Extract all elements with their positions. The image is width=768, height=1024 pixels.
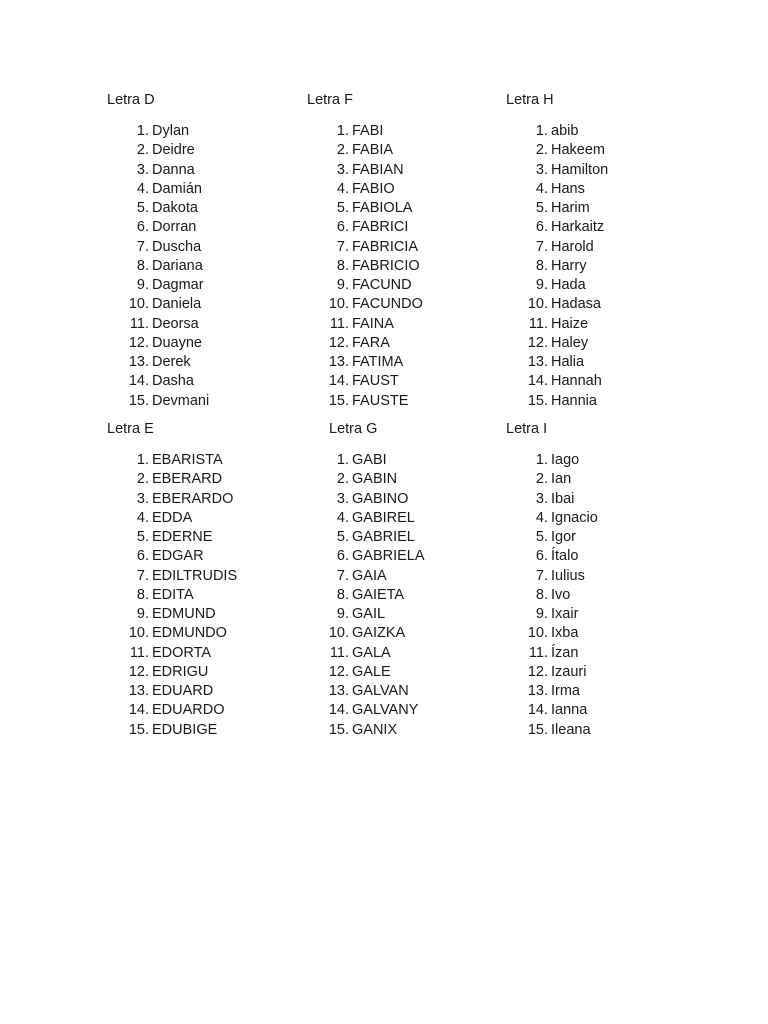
item-name: GABIN <box>352 471 398 488</box>
item-name: Haize <box>551 315 589 332</box>
item-number: 3. <box>136 161 149 178</box>
list-item <box>307 353 507 372</box>
item-name: Devmani <box>152 392 210 409</box>
item-name: Dasha <box>152 373 194 390</box>
list-item <box>107 490 307 509</box>
item-number: 15. <box>328 721 349 738</box>
list-item <box>307 663 507 682</box>
item-number: 13. <box>328 354 349 370</box>
item-number: 4. <box>535 180 548 197</box>
list-item <box>107 624 307 643</box>
item-name: FAUST <box>352 373 399 390</box>
list-item <box>107 180 307 199</box>
item-number: 4. <box>535 509 548 526</box>
section-letra-g <box>328 421 529 738</box>
list-item <box>307 180 507 199</box>
list-item <box>506 721 706 740</box>
item-number: 10. <box>527 625 548 642</box>
item-number: 6. <box>535 219 548 236</box>
list-item <box>506 141 706 160</box>
item-name: Izauri <box>551 663 587 680</box>
item-name: Hans <box>551 180 585 197</box>
item-name: Ileana <box>551 721 591 738</box>
item-number: 1. <box>535 123 548 139</box>
list-item <box>107 586 307 605</box>
item-name: GABIREL <box>352 509 415 526</box>
item-name: Ian <box>551 471 572 488</box>
list-item <box>107 161 307 180</box>
item-name: Dariana <box>152 257 203 274</box>
list-item <box>107 528 307 547</box>
list-item <box>506 276 706 295</box>
list-item <box>506 295 706 314</box>
list-item <box>307 624 507 643</box>
list-item <box>506 392 706 411</box>
item-name: Deorsa <box>152 315 199 332</box>
list-item <box>107 644 307 663</box>
item-number: 9. <box>336 606 349 622</box>
section-letra-d <box>107 92 307 409</box>
list-item <box>506 218 706 237</box>
item-name: Hannia <box>551 392 597 409</box>
item-number: 6. <box>535 548 548 565</box>
list-item <box>107 122 307 141</box>
item-name: Hamilton <box>551 161 609 178</box>
list-item <box>107 451 307 470</box>
item-name: FABI <box>352 123 384 139</box>
item-number: 2. <box>336 471 349 488</box>
item-name: GABI <box>352 452 387 468</box>
list-item <box>107 682 307 701</box>
item-name: GAIZKA <box>352 625 406 642</box>
item-name: EBERARD <box>152 471 223 488</box>
item-number: 11. <box>528 315 548 332</box>
item-name: GABINO <box>352 490 409 507</box>
list-item <box>107 392 307 411</box>
list-item <box>506 701 706 720</box>
section-heading: Letra D <box>107 92 155 108</box>
list-item <box>307 470 507 489</box>
item-name: EBARISTA <box>152 452 223 468</box>
item-number: 8. <box>336 257 349 274</box>
list-item <box>307 567 507 586</box>
item-number: 13. <box>527 354 548 370</box>
list-item <box>107 315 307 334</box>
list-item <box>307 605 507 624</box>
list-item <box>307 547 507 566</box>
item-name: GABRIEL <box>352 529 415 545</box>
item-name: Ibai <box>551 490 575 507</box>
list-item <box>506 547 706 566</box>
section-heading: Letra G <box>329 421 378 437</box>
list-item <box>107 547 307 566</box>
item-name: Damián <box>152 180 202 197</box>
item-number: 14. <box>328 373 349 390</box>
item-number: 5. <box>535 200 548 216</box>
list-item <box>307 701 507 720</box>
list-item <box>506 161 706 180</box>
list-item <box>506 624 706 643</box>
item-name: Daniela <box>152 296 202 313</box>
item-name: FACUNDO <box>352 296 423 313</box>
item-name: EDERNE <box>152 529 213 545</box>
list-item <box>506 470 706 489</box>
item-number: 11. <box>528 644 548 661</box>
item-name: FABIOLA <box>352 200 413 216</box>
item-number: 5. <box>336 529 349 545</box>
list-item <box>307 528 507 547</box>
item-number: 5. <box>535 529 548 545</box>
item-name: GAIL <box>352 606 386 622</box>
item-name: Harkaitz <box>551 219 605 236</box>
item-number: 12. <box>128 334 149 351</box>
item-name: Duayne <box>152 334 202 351</box>
item-name: GANIX <box>352 721 398 738</box>
item-name: GALVAN <box>352 683 409 699</box>
item-name: abib <box>551 123 579 139</box>
list-item <box>307 276 507 295</box>
list-item <box>506 451 706 470</box>
item-name: EDITA <box>152 586 194 603</box>
item-number: 10. <box>328 625 349 642</box>
list-item <box>107 470 307 489</box>
list-item <box>506 199 706 218</box>
item-number: 11. <box>329 644 349 661</box>
item-number: 2. <box>535 471 548 488</box>
item-number: 7. <box>136 567 149 584</box>
item-number: 15. <box>128 721 149 738</box>
item-number: 12. <box>128 663 149 680</box>
item-number: 1. <box>136 452 149 468</box>
item-number: 5. <box>136 529 149 545</box>
item-number: 11. <box>329 315 349 332</box>
item-number: 4. <box>336 509 349 526</box>
list-item <box>307 218 507 237</box>
list-item <box>107 663 307 682</box>
section-heading: Letra E <box>107 421 154 437</box>
item-name: FABIAN <box>352 161 404 178</box>
item-name: Hadasa <box>551 296 601 313</box>
item-name: Hannah <box>551 373 602 390</box>
item-number: 9. <box>336 277 349 293</box>
item-number: 3. <box>535 490 548 507</box>
item-name: Irma <box>551 683 580 699</box>
item-name: Dagmar <box>152 277 204 293</box>
item-number: 5. <box>336 200 349 216</box>
item-name: EDUARD <box>152 683 214 699</box>
item-name: FABRICIA <box>352 238 419 255</box>
item-number: 6. <box>336 219 349 236</box>
item-number: 10. <box>328 296 349 313</box>
item-name: FABRICIO <box>352 257 420 274</box>
item-name: FACUND <box>352 277 412 293</box>
list-item <box>506 509 706 528</box>
item-name: GABRIELA <box>352 548 425 565</box>
item-number: 2. <box>535 142 548 159</box>
list-item <box>107 567 307 586</box>
list-item <box>307 199 507 218</box>
list-item <box>307 161 507 180</box>
name-list <box>307 451 507 740</box>
list-item <box>307 451 507 470</box>
item-number: 7. <box>336 238 349 255</box>
list-item <box>107 238 307 257</box>
item-number: 1. <box>136 123 149 139</box>
item-name: FATIMA <box>352 354 404 370</box>
item-number: 8. <box>136 257 149 274</box>
item-number: 1. <box>336 452 349 468</box>
item-number: 12. <box>527 663 548 680</box>
list-item <box>307 586 507 605</box>
list-item <box>506 586 706 605</box>
item-name: Duscha <box>152 238 202 255</box>
item-name: Haley <box>551 334 589 351</box>
item-name: Ixair <box>551 606 579 622</box>
item-number: 13. <box>328 683 349 699</box>
item-number: 7. <box>136 238 149 255</box>
item-name: Igor <box>551 529 576 545</box>
item-name: EDMUND <box>152 606 216 622</box>
item-name: EDORTA <box>152 644 212 661</box>
item-number: 4. <box>336 180 349 197</box>
list-item <box>107 295 307 314</box>
item-number: 11. <box>129 644 149 661</box>
item-number: 11. <box>129 315 149 332</box>
list-item <box>307 295 507 314</box>
list-item <box>107 141 307 160</box>
list-item <box>506 334 706 353</box>
list-item <box>307 392 507 411</box>
item-number: 13. <box>128 683 149 699</box>
name-list <box>107 122 307 411</box>
list-item <box>506 490 706 509</box>
list-item <box>506 528 706 547</box>
list-item <box>307 122 507 141</box>
item-name: Harold <box>551 238 594 255</box>
list-item <box>307 315 507 334</box>
list-item <box>307 238 507 257</box>
item-name: FABIA <box>352 142 394 159</box>
section-heading: Letra F <box>307 92 353 108</box>
item-number: 7. <box>336 567 349 584</box>
list-item <box>506 257 706 276</box>
item-name: FAUSTE <box>352 392 409 409</box>
item-name: Ixba <box>551 625 579 642</box>
item-number: 12. <box>328 334 349 351</box>
item-name: FAINA <box>352 315 394 332</box>
item-name: EDMUNDO <box>152 625 227 642</box>
item-name: EDGAR <box>152 548 204 565</box>
item-number: 12. <box>527 334 548 351</box>
list-item <box>506 644 706 663</box>
item-name: Dakota <box>152 200 198 216</box>
list-item <box>506 180 706 199</box>
item-number: 15. <box>328 392 349 409</box>
item-name: Ianna <box>551 702 588 719</box>
item-name: GAIA <box>352 567 387 584</box>
section-letra-h <box>506 92 706 409</box>
item-number: 14. <box>527 373 548 390</box>
item-number: 12. <box>328 663 349 680</box>
list-item <box>107 701 307 720</box>
section-heading: Letra I <box>506 421 548 437</box>
item-name: Derek <box>152 354 191 370</box>
list-item <box>307 721 507 740</box>
item-name: Danna <box>152 161 195 178</box>
list-item <box>307 334 507 353</box>
item-number: 10. <box>527 296 548 313</box>
list-item <box>107 257 307 276</box>
section-letra-i <box>506 421 706 738</box>
item-name: GALVANY <box>352 702 419 719</box>
list-item <box>307 682 507 701</box>
item-name: EDRIGU <box>152 663 209 680</box>
item-name: Dorran <box>152 219 197 236</box>
item-number: 9. <box>535 277 548 293</box>
item-number: 8. <box>535 257 548 274</box>
item-number: 13. <box>527 683 548 699</box>
item-number: 4. <box>136 509 149 526</box>
list-item <box>107 605 307 624</box>
list-item <box>307 509 507 528</box>
list-item <box>307 257 507 276</box>
item-number: 2. <box>136 142 149 159</box>
item-number: 8. <box>136 586 149 603</box>
list-item <box>307 372 507 391</box>
item-number: 1. <box>336 123 349 139</box>
item-number: 14. <box>128 702 149 719</box>
item-name: GALE <box>352 663 391 680</box>
item-name: Hakeem <box>551 142 605 159</box>
item-name: GALA <box>352 644 391 661</box>
list-item <box>506 315 706 334</box>
item-number: 2. <box>136 471 149 488</box>
item-name: Ivo <box>551 586 571 603</box>
list-item <box>506 353 706 372</box>
list-item <box>506 605 706 624</box>
section-letra-e <box>107 421 307 738</box>
item-name: EDDA <box>152 509 193 526</box>
item-number: 3. <box>136 490 149 507</box>
item-number: 4. <box>136 180 149 197</box>
name-list <box>307 122 507 411</box>
item-number: 10. <box>128 625 149 642</box>
item-name: Ízan <box>551 644 579 661</box>
name-list <box>506 122 706 411</box>
item-name: FABRICI <box>352 219 409 236</box>
item-number: 8. <box>336 586 349 603</box>
item-number: 14. <box>527 702 548 719</box>
item-name: Harry <box>551 257 587 274</box>
item-number: 3. <box>535 161 548 178</box>
item-name: Hada <box>551 277 586 293</box>
item-number: 13. <box>128 354 149 370</box>
item-number: 3. <box>336 161 349 178</box>
item-number: 9. <box>535 606 548 622</box>
item-number: 6. <box>136 219 149 236</box>
item-name: Dylan <box>152 123 190 139</box>
list-item <box>506 238 706 257</box>
list-item <box>506 663 706 682</box>
list-item <box>107 218 307 237</box>
list-item <box>107 721 307 740</box>
list-item <box>307 490 507 509</box>
list-item <box>506 122 706 141</box>
item-number: 9. <box>136 606 149 622</box>
item-name: EDILTRUDIS <box>152 567 238 584</box>
list-item <box>107 276 307 295</box>
list-item <box>307 141 507 160</box>
item-number: 5. <box>136 200 149 216</box>
item-name: Ignacio <box>551 509 598 526</box>
item-number: 1. <box>535 452 548 468</box>
item-number: 15. <box>527 392 548 409</box>
item-number: 7. <box>535 238 548 255</box>
item-number: 9. <box>136 277 149 293</box>
list-item <box>506 682 706 701</box>
list-item <box>506 567 706 586</box>
section-letra-f <box>307 92 507 409</box>
name-list <box>506 451 706 740</box>
item-name: Ítalo <box>551 548 579 565</box>
section-heading: Letra H <box>506 92 554 108</box>
list-item <box>107 509 307 528</box>
item-name: Halia <box>551 354 585 370</box>
item-number: 14. <box>128 373 149 390</box>
list-item <box>107 334 307 353</box>
item-number: 10. <box>128 296 149 313</box>
list-item <box>307 644 507 663</box>
list-item <box>107 372 307 391</box>
item-number: 15. <box>128 392 149 409</box>
item-number: 7. <box>535 567 548 584</box>
list-item <box>107 353 307 372</box>
item-name: Iulius <box>551 567 585 584</box>
item-name: EBERARDO <box>152 490 234 507</box>
item-name: EDUBIGE <box>152 721 218 738</box>
item-number: 14. <box>328 702 349 719</box>
list-item <box>107 199 307 218</box>
item-number: 3. <box>336 490 349 507</box>
name-list <box>107 451 307 740</box>
item-number: 15. <box>527 721 548 738</box>
item-name: EDUARDO <box>152 702 225 719</box>
item-number: 6. <box>136 548 149 565</box>
item-number: 2. <box>336 142 349 159</box>
item-name: Deidre <box>152 142 195 159</box>
item-number: 8. <box>535 586 548 603</box>
item-number: 6. <box>336 548 349 565</box>
item-name: Harim <box>551 200 590 216</box>
item-name: GAIETA <box>352 586 405 603</box>
item-name: FARA <box>352 334 390 351</box>
item-name: Iago <box>551 452 580 468</box>
list-item <box>506 372 706 391</box>
item-name: FABIO <box>352 180 395 197</box>
